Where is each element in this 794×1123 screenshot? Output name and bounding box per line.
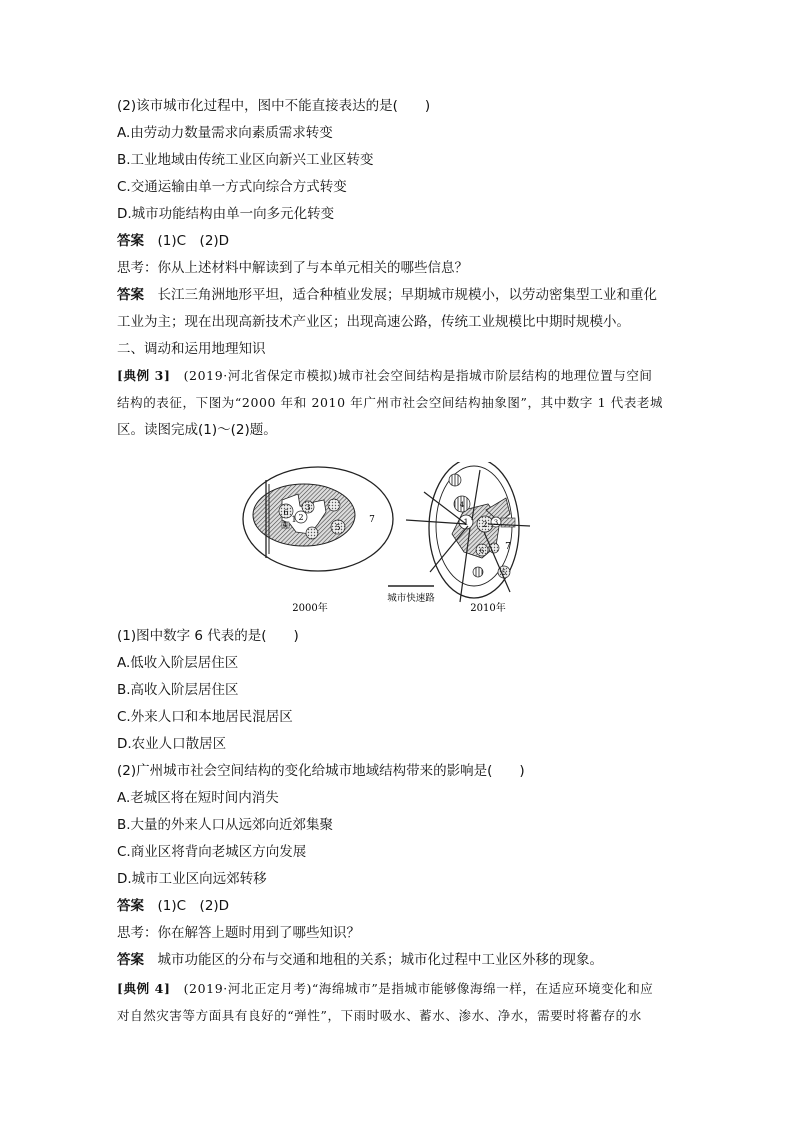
zone-2010-south <box>473 567 483 577</box>
answer-tag: 答案 <box>117 952 144 968</box>
option-b: B.工业地域由传统工业区向新兴工业区转变 <box>117 152 374 168</box>
question-2-stem: (2)广州城市社会空间结构的变化给城市地域结构带来的影响是( ) <box>117 763 525 779</box>
option-a: A.由劳动力数量需求向素质需求转变 <box>117 125 333 141</box>
label-2010-2: 2 <box>482 520 488 529</box>
thinking-question: 思考：你在解答上题时用到了哪些知识？ <box>117 925 360 941</box>
answer-text: 城市功能区的分布与交通和地租的关系；城市化过程中工业区外移的现象。 <box>144 952 603 968</box>
example-3-intro <box>117 367 653 385</box>
option-c: C.交通运输由单一方式向综合方式转变 <box>117 179 347 195</box>
answer-text: (1)C (2)D <box>144 233 230 249</box>
option-b: B.高收入阶层居住区 <box>117 682 239 698</box>
answer-tag: 答案 <box>117 898 144 914</box>
example-text: (2019·河北正定月考)“海绵城市”是指城市能够像海绵一样，在适应环境变化和应 <box>170 981 654 996</box>
zone-6b-circle <box>328 499 340 511</box>
section-heading: 二、调动和运用地理知识 <box>117 341 266 357</box>
legend-label: 城市快速路 <box>387 593 435 604</box>
example-text: (2019·河北省保定市模拟)城市社会空间结构是指城市阶层结构的地理位置与空间 <box>170 368 653 383</box>
map-2000 <box>243 467 393 614</box>
option-d: D.城市工业区向远郊转移 <box>117 871 267 887</box>
answer-text: (1)C (2)D <box>144 898 230 914</box>
label-2010-3: 3 <box>493 519 499 527</box>
answer-tag: 答案 <box>117 233 144 249</box>
option-d: D.城市功能结构由单一向多元化转变 <box>117 206 335 222</box>
answer-text: 长江三角洲地形平坦，适合种植业发展；早期城市规模小，以劳动密集型工业和重化 <box>144 287 657 303</box>
example-tag: [典例 3] <box>117 368 171 383</box>
thinking-question: 思考：你从上述材料中解读到了与本单元相关的哪些信息？ <box>117 260 468 276</box>
option-a: A.老城区将在短时间内消失 <box>117 790 279 806</box>
map-2010 <box>406 462 530 614</box>
answer-line <box>117 951 603 969</box>
answer-line <box>117 232 229 250</box>
option-c: C.商业区将背向老城区方向发展 <box>117 844 307 860</box>
example-tag: [典例 4] <box>117 981 171 996</box>
question-2-stem: (2)该市城市化过程中，图中不能直接表达的是( ) <box>117 98 431 114</box>
guangzhou-social-space-figure <box>238 462 568 620</box>
label-2000-4: 4 <box>282 521 288 529</box>
caption-2010: 2010年 <box>470 603 506 614</box>
label-2010-7: 7 <box>505 542 511 552</box>
legend <box>387 586 435 604</box>
example-3-instruction: 区。读图完成(1)～(2)题。 <box>117 422 277 438</box>
example-4-intro <box>117 980 653 998</box>
answer-line <box>117 286 657 304</box>
caption-2000: 2000年 <box>292 603 328 614</box>
label-2000-7: 7 <box>369 515 375 525</box>
example-3-text: 结构的表征，下图为“2000 年和 2010 年广州市社会空间结构抽象图”，其中数字 1 代表老城 <box>117 395 664 410</box>
answer-continuation: 工业为主；现在出现高新技术产业区；出现高速公路，传统工业规模比中期时规模小。 <box>117 314 630 330</box>
option-b: B.大量的外来人口从远郊向近郊集聚 <box>117 817 334 833</box>
zone-2010-far-north <box>449 474 461 486</box>
label-2000-5: 5 <box>335 523 341 532</box>
label-2000-3: 3 <box>305 503 311 512</box>
label-2000-1: 1 <box>291 515 297 524</box>
answer-tag: 答案 <box>117 287 144 303</box>
label-2010-5: 5 <box>501 569 507 577</box>
label-2010-6: 6 <box>479 547 485 555</box>
question-1-stem: (1)图中数字 6 代表的是( ) <box>117 628 299 644</box>
answer-line <box>117 897 229 915</box>
option-c: C.外来人口和本地居民混居区 <box>117 709 293 725</box>
example-4-text: 对自然灾害等方面具有良好的“弹性”，下雨时吸水、蓄水、渗水、净水，需要时将蓄存的水 <box>117 1008 642 1023</box>
label-2000-6: 6 <box>283 508 289 517</box>
label-2010-1: 1 <box>463 518 469 527</box>
label-2010-4: 4 <box>459 501 465 509</box>
label-2000-2: 2 <box>298 513 304 522</box>
option-a: A.低收入阶层居住区 <box>117 655 239 671</box>
option-d: D.农业人口散居区 <box>117 736 227 752</box>
zone-6c-circle <box>306 527 318 539</box>
